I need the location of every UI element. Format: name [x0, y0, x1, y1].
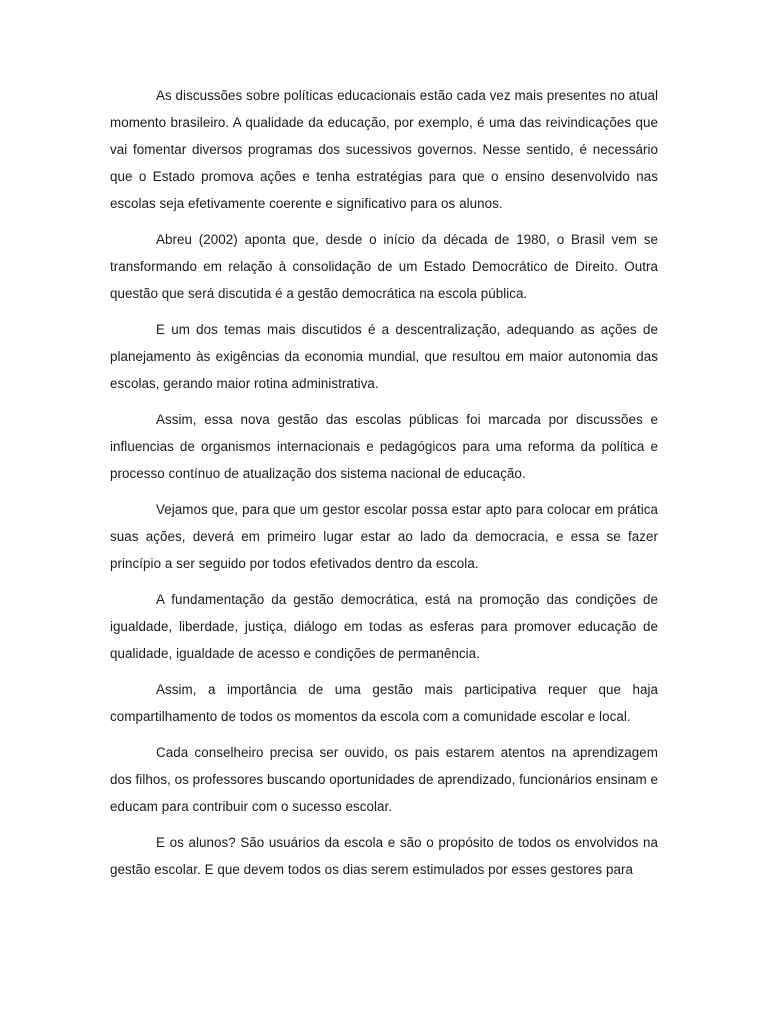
paragraph-5: Vejamos que, para que um gestor escolar possa estar apto para colocar em prática suas ações, deverá em primeiro lugar estar ao lado da democracia, e essa se fazer princípio a ser seguido por todos efetivados dentro da escola. [110, 502, 658, 571]
paragraph-4: Assim, essa nova gestão das escolas públicas foi marcada por discussões e influencias de organismos internacionais e pedagógicos para uma reforma da política e processo contínuo de atualização dos sistema nacional de educação. [110, 412, 658, 481]
paragraph-8: Cada conselheiro precisa ser ouvido, os pais estarem atentos na aprendizagem dos filhos, os professores buscando oportunidades de aprendizado, funcionários ensinam e educam para contribuir com o sucesso escolar. [110, 745, 658, 814]
paragraph-9: E os alunos? São usuários da escola e são o propósito de todos os envolvidos na gestão escolar. E que devem todos os dias serem estimulados por esses gestores para [110, 835, 658, 877]
paragraph-2: Abreu (2002) aponta que, desde o início da década de 1980, o Brasil vem se transformando em relação à consolidação de um Estado Democrático de Direito. Outra questão que será discutida é a gestão democrática na escola pública. [110, 232, 658, 301]
paragraph-1: As discussões sobre políticas educacionais estão cada vez mais presentes no atual momento brasileiro. A qualidade da educação, por exemplo, é uma das reivindicações que vai fomentar diversos programas dos sucessivos governos. Nesse sentido, é necessário que o Estado promova ações e tenha estratégias para que o ensino desenvolvido nas escolas seja efetivamente coerente e significativo para os alunos. [110, 88, 658, 211]
document-body [110, 82, 658, 892]
paragraph-7: Assim, a importância de uma gestão mais participativa requer que haja compartilhamento de todos os momentos da escola com a comunidade escolar e local. [110, 682, 658, 724]
paragraph-6: A fundamentação da gestão democrática, está na promoção das condições de igualdade, liberdade, justiça, diálogo em todas as esferas para promover educação de qualidade, igualdade de acesso e condições de permanência. [110, 592, 658, 661]
paragraph-3: E um dos temas mais discutidos é a descentralização, adequando as ações de planejamento às exigências da economia mundial, que resultou em maior autonomia das escolas, gerando maior rotina administrativa. [110, 322, 658, 391]
